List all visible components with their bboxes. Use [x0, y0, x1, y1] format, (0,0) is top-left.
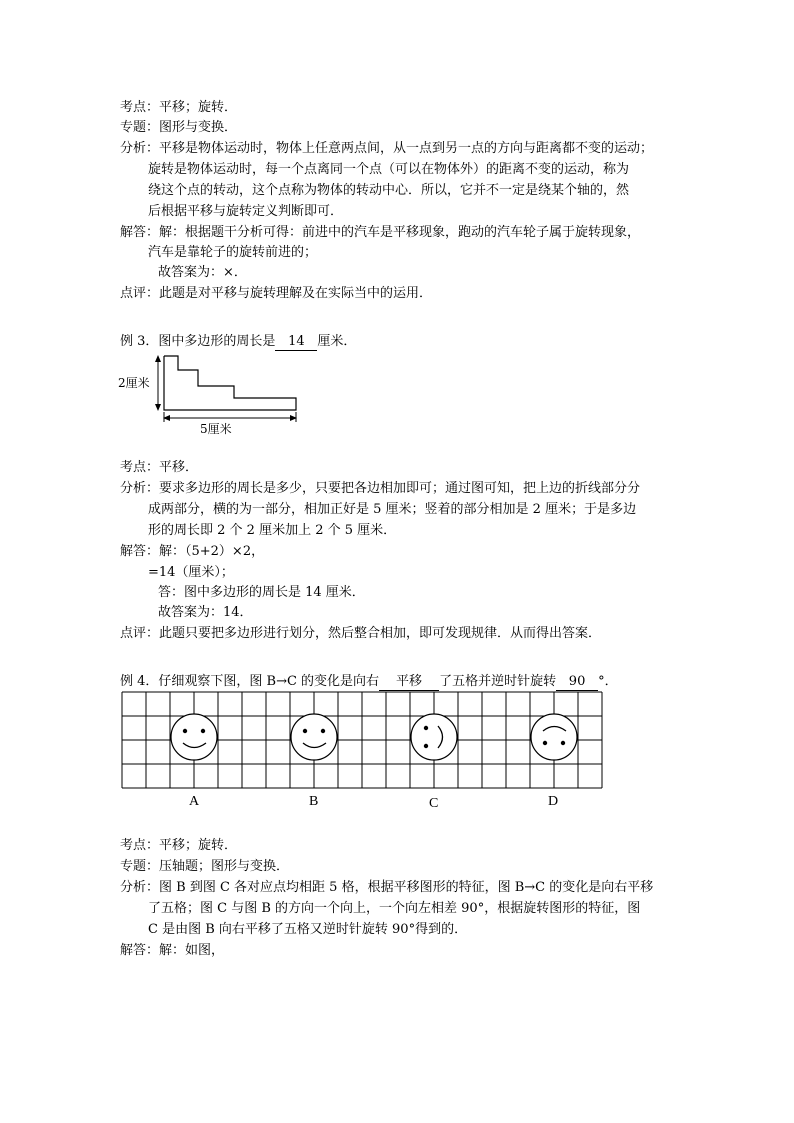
- ex4-grid-figure: [120, 690, 604, 816]
- label-d: D: [548, 794, 559, 809]
- ex2-fenxi-line-2: 旋转是物体运动时，每一个点离同一个点（可以在物体外）的距离不变的运动，称为: [148, 162, 630, 177]
- ex3-kaodian: 考点：平移．: [120, 460, 199, 475]
- ex3-polygon-figure: [114, 350, 314, 440]
- ex3-jieda-line-4: 故答案为：14．: [158, 605, 253, 620]
- ex2-fenxi-line-3: 绕这个点的转动，这个点称为物体的转动中心．所以，它并不一定是绕某个轴的，然: [148, 183, 630, 198]
- label-b: B: [309, 794, 319, 809]
- smiley-face-c: [411, 714, 457, 760]
- width-label: 5厘米: [200, 422, 232, 436]
- ex3-question: [120, 332, 356, 352]
- ex4-question-text-3: °．: [598, 674, 618, 689]
- ex2-fenxi-line-1: 分析：平移是物体运动时，物体上任意两点间，从一点到另一点的方向与距离都不变的运动；: [120, 141, 654, 156]
- ex2-dianping: 点评：此题是对平移与旋转理解及在实际当中的运用．: [120, 286, 433, 301]
- smiley-face-d: [531, 714, 577, 760]
- height-arrowhead-top: [155, 355, 161, 362]
- ex4-fenxi-line-1: 分析：图 B 到图 C 各对应点均相距 5 格，根据平移图形的特征，图 B→C 的变化是向右平移: [120, 880, 654, 895]
- ex3-question-unit: 厘米．: [317, 334, 357, 349]
- ex3-fenxi-line-2: 成两部分，横的为一部分，相加正好是 5 厘米；竖着的部分相加是 2 厘米；于是多边: [148, 502, 637, 517]
- ex4-question-text-2: 了五格并逆时针旋转: [439, 674, 557, 689]
- ex4-jieda: 解答：解：如图，: [120, 943, 225, 958]
- ex3-fenxi-line-1: 分析：要求多边形的周长是多少，只要把各边相加即可；通过图可知，把上边的折线部分分: [120, 481, 641, 496]
- ex3-dianping: 点评：此题只要把多边形进行划分，然后整合相加，即可发现规律．从而得出答案．: [120, 626, 602, 641]
- ex2-jieda-line-2: 汽车是靠轮子的旋转前进的；: [148, 245, 318, 260]
- smiley-face-a: [171, 714, 217, 760]
- ex2-jieda-line-1: 解答：解：根据题干分析可得：前进中的汽车是平移现象，跑动的汽车轮子属于旋转现象，: [120, 225, 641, 240]
- ex3-answer-blank: 14: [275, 333, 317, 351]
- ex4-fenxi-line-3: C 是由图 B 向右平移了五格又逆时针旋转 90°得到的．: [148, 922, 468, 937]
- ex2-zhuanti: 专题：图形与变换．: [120, 120, 238, 135]
- ex4-blank-1: 平移: [379, 673, 439, 691]
- ex2-fenxi-line-4: 后根据平移与旋转定义判断即可．: [148, 204, 344, 219]
- label-a: A: [189, 794, 200, 809]
- ex4-blank-2: 90: [556, 673, 598, 691]
- height-arrowhead-bottom: [155, 404, 161, 411]
- ex4-fenxi-line-2: 了五格；图 C 与图 B 的方向一个向上，一个向左相差 90°，根据旋转图形的特征，图: [148, 901, 641, 916]
- label-c: C: [429, 796, 439, 811]
- ex4-question-text-1: 例 4．仔细观察下图，图 B→C 的变化是向右: [120, 674, 380, 689]
- ex2-kaodian: 考点：平移；旋转．: [120, 100, 238, 115]
- ex3-jieda-line-2: =14（厘米）；: [148, 565, 234, 580]
- ex4-question: [120, 672, 618, 692]
- ex3-jieda-line-1: 解答：解：（5+2）×2，: [120, 544, 265, 559]
- height-label: 2厘米: [118, 376, 150, 390]
- ex4-kaodian: 考点：平移；旋转．: [120, 838, 238, 853]
- ex3-jieda-line-3: 答：图中多边形的周长是 14 厘米．: [158, 585, 365, 600]
- ex2-jieda-line-3: 故答案为：×．: [158, 265, 247, 280]
- staircase-polygon: [164, 356, 296, 410]
- ex3-question-text: 例 3．图中多边形的周长是: [120, 334, 276, 349]
- ex3-fenxi-line-3: 形的周长即 2 个 2 厘米加上 2 个 5 厘米．: [148, 523, 397, 538]
- smiley-face-b: [291, 714, 337, 760]
- ex4-zhuanti: 专题：压轴题；图形与变换．: [120, 859, 290, 874]
